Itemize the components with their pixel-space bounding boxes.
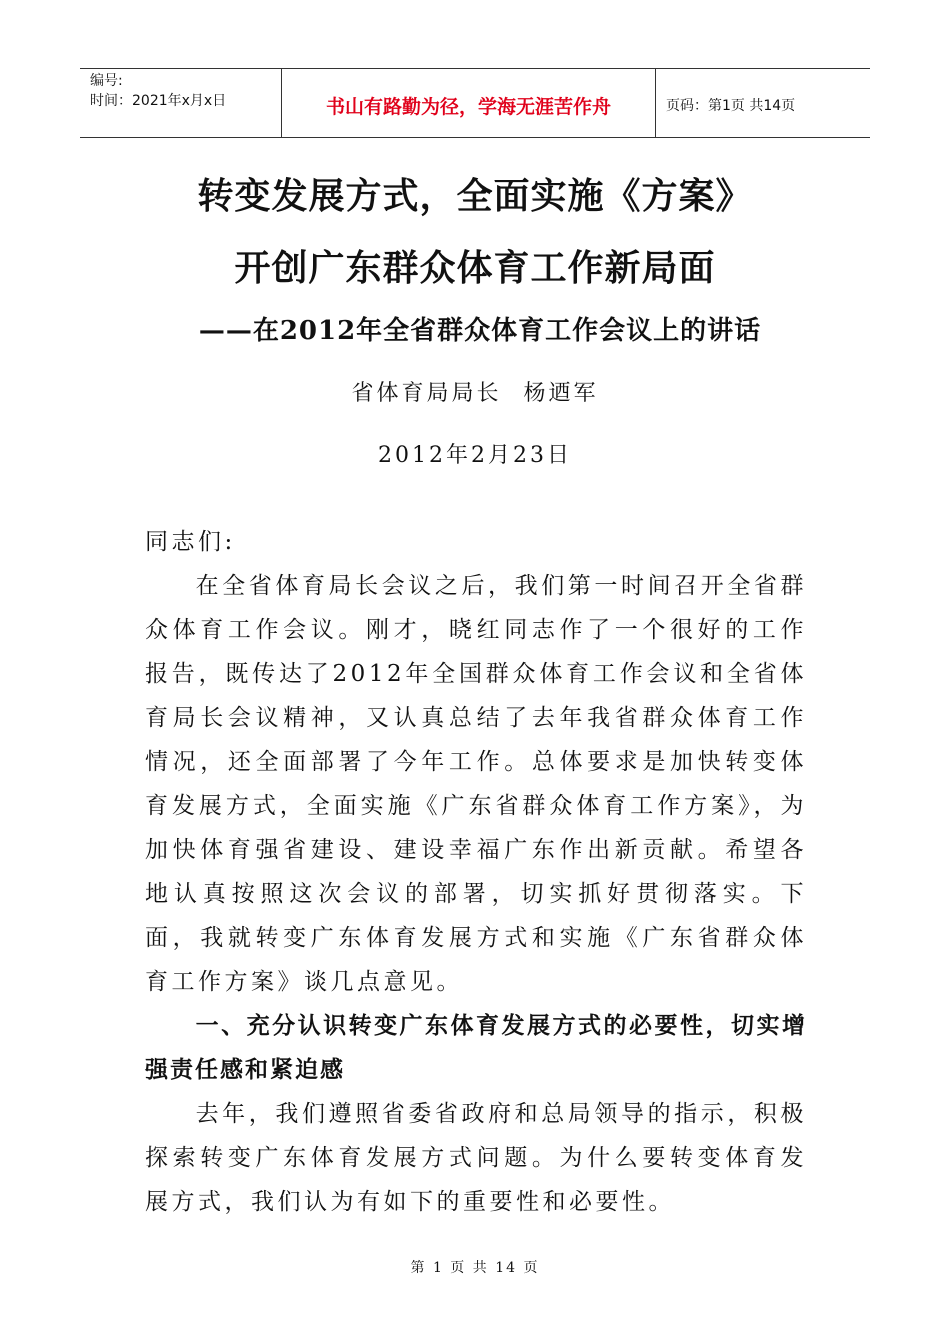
document-subtitle: ——在2012年全省群众体育工作会议上的讲话: [198, 316, 762, 346]
header-page-label: 页码：第1页 共14页: [666, 98, 796, 114]
page-footer: 第 1 页 共 14 页: [410, 1260, 540, 1276]
header-meta: [80, 69, 282, 137]
page-header: [80, 68, 870, 138]
author-name: 杨迺军: [523, 381, 599, 406]
document-title-line1: 转变发展方式，全面实施《方案》: [197, 175, 753, 217]
number-label: 编号:: [90, 73, 123, 89]
paragraph-1: 在全省体育局长会议之后，我们第一时间召开全省群众体育工作会议。刚才，晓红同志作了一个很好的工作报告，既传达了2012年全国群众体育工作会议和全省体育局长会议精神，又认真总结了去年我省群众体育工作情况，还全面部署了今年工作。总体要求是加快转变体育发展方式，全面实施《广东省群众体育工作方案》，为加快体育强省建设、建设幸福广东作出新贡献。希望各地认真按照这次会议的部署，切实抓好贯彻落实。下面，我就转变广东体育发展方式和实施《广东省群众体育工作方案》谈几点意见。: [145, 573, 807, 995]
speech-date: 2012年2月23日: [378, 443, 572, 468]
header-motto: 书山有路勤为径，学海无涯苦作舟: [282, 69, 656, 137]
author-line: [0, 376, 950, 407]
paragraph-2: 去年，我们遵照省委省政府和总局领导的指示，积极探索转变广东体育发展方式问题。为什么要转变体育发展方式，我们认为有如下的重要性和必要性。: [145, 1101, 807, 1215]
document-title-line2: 开创广东群众体育工作新局面: [234, 247, 716, 289]
salutation: 同志们:: [145, 529, 236, 555]
section-heading-1: 一、充分认识转变广东体育发展方式的必要性，切实增强责任感和紧迫感: [145, 1013, 807, 1083]
author-title: 省体育局局长: [351, 381, 502, 406]
document-body: [145, 520, 807, 1224]
time-label: 时间：2021年x月x日: [90, 93, 227, 109]
